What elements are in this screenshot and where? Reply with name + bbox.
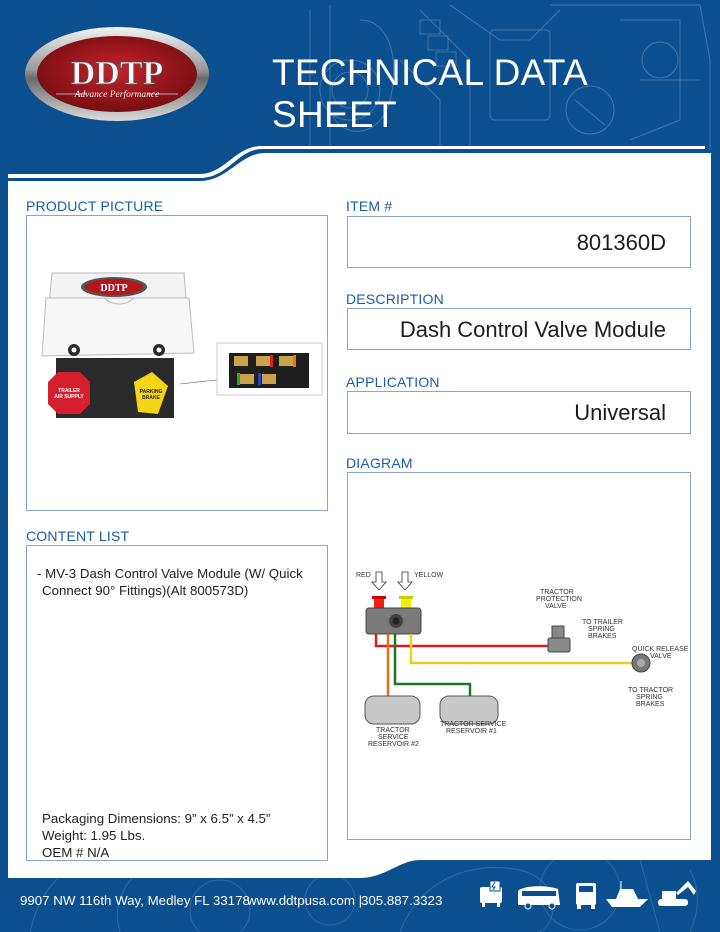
svg-text:DDTP: DDTP <box>70 55 164 92</box>
item-number-box <box>347 216 691 268</box>
svg-text:TRACTOR: TRACTOR <box>376 727 410 734</box>
excavator-icon <box>658 881 696 906</box>
svg-text:PARKING: PARKING <box>139 389 163 395</box>
item-number-label: ITEM # <box>346 198 393 214</box>
svg-text:Advance Performance: Advance Performance <box>74 90 160 100</box>
description-label: DESCRIPTION <box>346 291 444 307</box>
ddtp-logo <box>24 26 210 122</box>
svg-text:SPRING: SPRING <box>636 694 663 701</box>
svg-text:VALVE: VALVE <box>650 653 672 660</box>
svg-text:QUICK RELEASE: QUICK RELEASE <box>632 646 689 653</box>
svg-text:BRAKES: BRAKES <box>588 633 617 640</box>
svg-text:TRACTOR: TRACTOR <box>540 589 574 596</box>
packaging-dimensions: Packaging Dimensions: 9” x 6.5” x 4.5” <box>42 811 271 826</box>
item-number-value: 801360D <box>576 230 666 255</box>
generator-icon <box>480 881 502 907</box>
svg-text:SPRING: SPRING <box>588 626 615 633</box>
product-picture-label: PRODUCT PICTURE <box>26 198 164 214</box>
description-box <box>347 308 691 350</box>
svg-text:VALVE: VALVE <box>545 603 567 610</box>
application-value: Universal <box>574 400 666 425</box>
air-brake-diagram <box>348 556 690 766</box>
footer-address: 9907 NW 116th Way, Medley FL 33178 <box>20 893 250 908</box>
truck-icon <box>576 883 596 909</box>
svg-text:PROTECTION: PROTECTION <box>536 596 582 603</box>
svg-text:TO TRAILER: TO TRAILER <box>582 619 623 626</box>
bus-icon <box>518 886 560 909</box>
svg-text:BRAKE: BRAKE <box>142 395 160 401</box>
page-title: TECHNICAL DATA SHEET <box>272 52 586 135</box>
svg-text:DDTP: DDTP <box>100 283 128 294</box>
oem-number: OEM # N/A <box>42 845 110 860</box>
svg-text:RED: RED <box>356 572 371 579</box>
yacht-icon <box>606 881 648 907</box>
svg-text:TO TRACTOR: TO TRACTOR <box>628 687 674 694</box>
footer-phone[interactable]: 305.887.3323 <box>361 893 443 908</box>
description-value: Dash Control Valve Module <box>399 317 666 342</box>
svg-text:RESERVOIR #1: RESERVOIR #1 <box>446 728 497 735</box>
application-box <box>347 391 691 434</box>
svg-text:TRACTOR SERVICE: TRACTOR SERVICE <box>440 721 507 728</box>
weight: Weight: 1.95 Lbs. <box>42 828 146 843</box>
content-item-line1: - MV-3 Dash Control Valve Module (W/ Quick <box>37 566 303 581</box>
svg-text:AIR SUPPLY: AIR SUPPLY <box>54 394 84 400</box>
product-photo <box>34 268 324 443</box>
svg-text:YELLOW: YELLOW <box>414 572 444 579</box>
content-list-label: CONTENT LIST <box>26 528 130 544</box>
svg-text:BRAKES: BRAKES <box>636 701 665 708</box>
content-item-line2: Connect 90° Fittings)(Alt 800573D) <box>42 583 249 598</box>
diagram-label: DIAGRAM <box>346 455 413 471</box>
footer-website[interactable]: www.ddtpusa.com | <box>247 893 363 908</box>
svg-text:SERVICE: SERVICE <box>378 734 409 741</box>
application-label: APPLICATION <box>346 374 440 390</box>
svg-text:RESERVOIR #2: RESERVOIR #2 <box>368 741 419 748</box>
svg-text:TRAILER: TRAILER <box>58 388 80 394</box>
